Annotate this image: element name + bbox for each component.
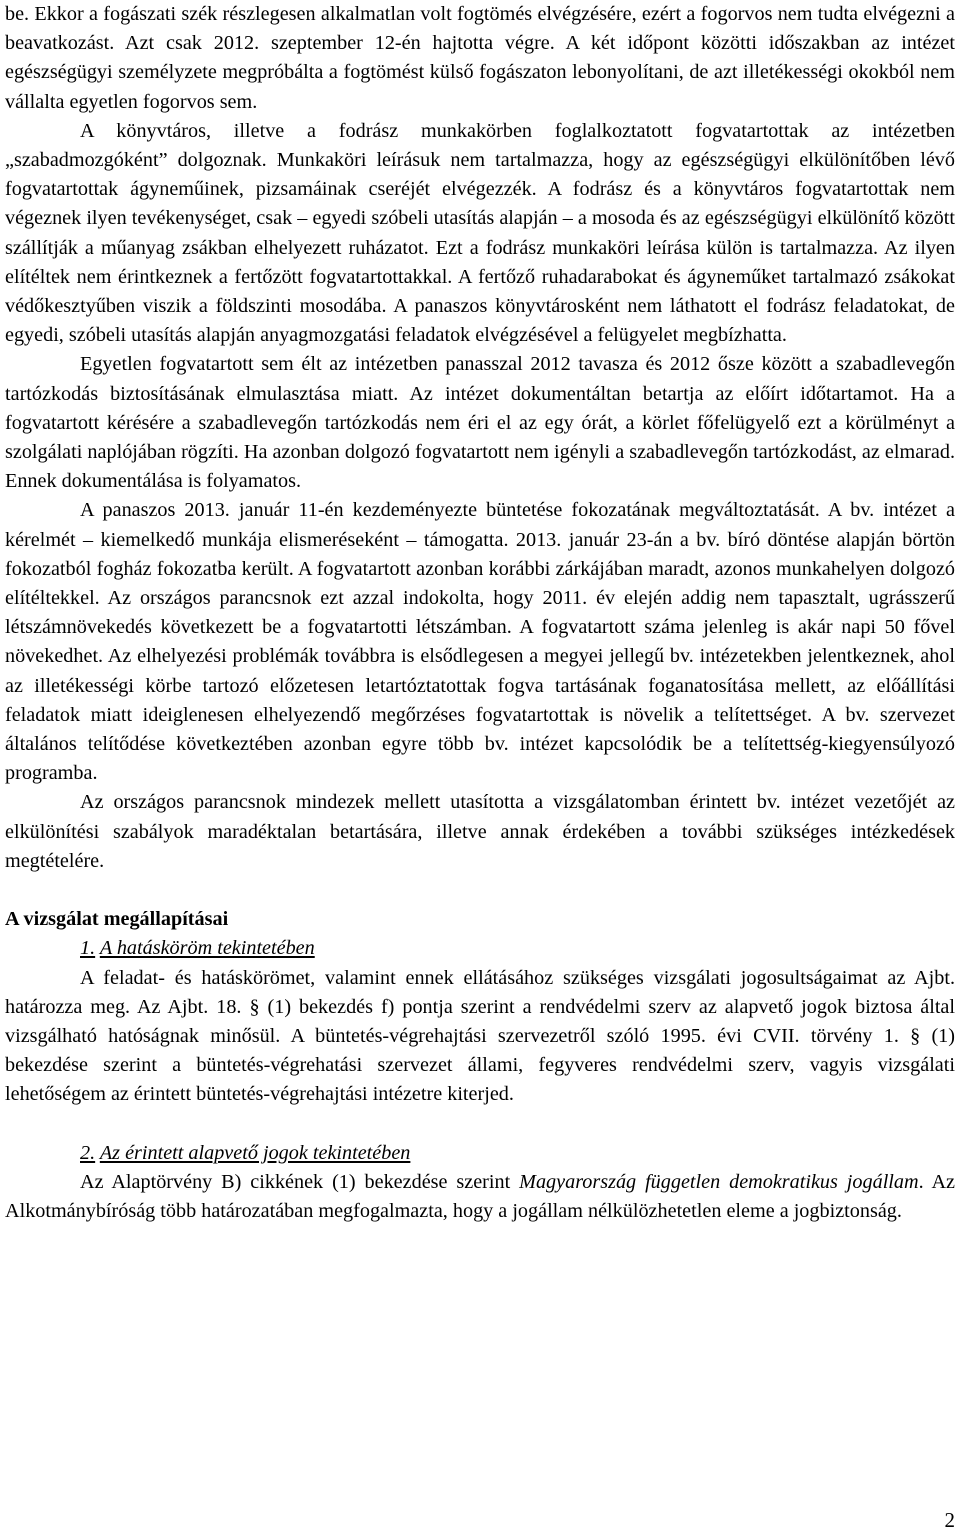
quoted-constitution-text: Magyarország független demokratikus jogállam [519, 1170, 919, 1193]
document-page [5, 0, 955, 1226]
paragraph-national-commander: Az országos parancsnok mindezek mellett utasította a vizsgálatomban érintett bv. intézet vezetőjét az elkülönítési szabályok maradéktalan betartására, illetve annak érdekében a további szükséges intézkedések megtételére. [5, 791, 955, 872]
paragraph-rule-of-law [5, 1168, 955, 1226]
paragraph-regime-change: A panaszos 2013. január 11-én kezdeményezte büntetése fokozatának megváltoztatását. A bv. intézet a kérelmét – kiemelkedő munkája elismeréseként – támogatta. 2013. január 23-án a bv. bíró döntése alapján börtön fokozatból fogház fokozatba került. A fogvatartott azonban korábbi zárkájában maradt, azonos munkahelyen dolgozó elítéltekkel. Az országos parancsnok ezt azzal indokolta, hogy 2011. év elején addig nem tapasztalt, ugrásszerű létszámnövekedés következett be a fogvatartotti létszámban. A fogvatartott száma jelenleg is akár napi 50 fővel növekedhet. Az elhelyezési problémák továbbra is elsődlegesen a megyei jellegű bv. intézetekben jelentkeznek, ahol az illetékességi körbe tartozó előzetesen letartóztatottak fogva tartásának foganatosítása mellett, az előállítási feladatok miatt ideiglenesen elhelyezendő megőrzéses fogvatartottak is növelik a telítettséget. A bv. szervezet általános telítődése következtében azonban egyre több bv. intézet kapcsolódik be a telítettség-kiegyensúlyozó programba. [5, 499, 955, 785]
subsection-number: 1. [80, 937, 96, 960]
paragraph-competence: A feladat- és hatáskörömet, valamint ennek ellátásához szükséges vizsgálati jogosultságaimat az Ajbt. határozza meg. Az Ajbt. 18. § (1) bekezdés f) pontja szerint a rendvédelmi szerv az alapvető jogok biztosa által vizsgálható hatóságnak minősül. A büntetés-végrehajtási szervezetről szóló 1995. évi CVII. törvény 1. § (1) bekezdése szerint a büntetés-végrehatási szervezet állami, fegyveres rendvédelmi szerv, vagyis vizsgálati lehetőségem az érintett büntetés-végrehajtási intézetre kiterjed. [5, 966, 955, 1106]
page-number: 2 [944, 1508, 955, 1532]
subsection-number: 2. [80, 1141, 96, 1164]
subsection-title: A hatásköröm tekintetében [99, 937, 315, 960]
paragraph-gap [5, 876, 955, 905]
paragraph-text: Az Alaptörvény B) cikkének (1) bekezdése szerint [80, 1170, 520, 1193]
section-heading: A vizsgálat megállapításai [5, 908, 229, 931]
paragraph-dental-treatment: be. Ekkor a fogászati szék részlegesen alkalmatlan volt fogtömés elvégzésére, ezért a fogorvos nem tudta elvégezni a beavatkozást. Azt csak 2012. szeptember 12-én hajtotta végre. A két időpont közötti időszakban az intézet egészségügyi személyzete megpróbálta a fogtömést külső fogászaton lebonyolítani, de azt illetékességi okokból nem vállalta egyetlen fogorvos sem. [5, 3, 955, 113]
paragraph-fresh-air: Egyetlen fogvatartott sem élt az intézetben panasszal 2012 tavasza és 2012 ősze között a szabadlevegőn tartózkodás biztosításának elmulasztása miatt. Az intézet dokumentáltan betartja az előírt időtartamot. Ha a fogvatartott kérésére a szabadlevegőn tartózkodás nem éri el az egy órát, a körlet főfelügyelő ezt a körülményt a szolgálati naplójában rögzíti. Ha azonban dolgozó fogvatartott nem igényli a szabadlevegőn tartózkodást, az elmarad. Ennek dokumentálása is folyamatos. [5, 353, 955, 493]
subsection-title: Az érintett alapvető jogok tekintetében [99, 1141, 411, 1164]
paragraph-librarian-hairdresser: A könyvtáros, illetve a fodrász munkakörben foglalkoztatott fogvatartottak az intézetben „szabadmozgóként” dolgoznak. Munkaköri leírásuk nem tartalmazza, hogy az egészségügyi elkülönítőben lévő fogvatartottak ágyneműinek, pizsamáinak cseréjét elvégezzék. A fodrász és a könyvtáros fogvatartottak nem végeznek ilyen tevékenységet, csak – egyedi szóbeli utasítás alapján – a mosoda és az egészségügyi elkülönítő között szállítják a műanyag zsákban elhelyezett ruházatot. Ezt a fodrász munkaköri leírása külön is tartalmazza. Az ilyen elítéltek nem érintkeznek a fertőzött fogvatartottakkal. A fertőző ruhadarabokat és ágyneműket tartalmazó zsákokat védőkesztyűben viszik a földszinti mosodába. A panaszos könyvtárosként nem láthatott el fodrász feladatokat, de egyedi, szóbeli utasítás alapján anyagmozgatási feladatok elvégzésével a felügyelet megbízhatta. [5, 119, 955, 347]
paragraph-text: . Az Alkotmánybíróság több határozatában megfogalmazta, hogy a jogállam nélkülözhetetlen eleme a jogbiztonság. [5, 1170, 955, 1222]
subsection-heading-rights [5, 1139, 955, 1168]
paragraph-gap [5, 1110, 955, 1139]
subsection-heading-competence [5, 934, 955, 963]
